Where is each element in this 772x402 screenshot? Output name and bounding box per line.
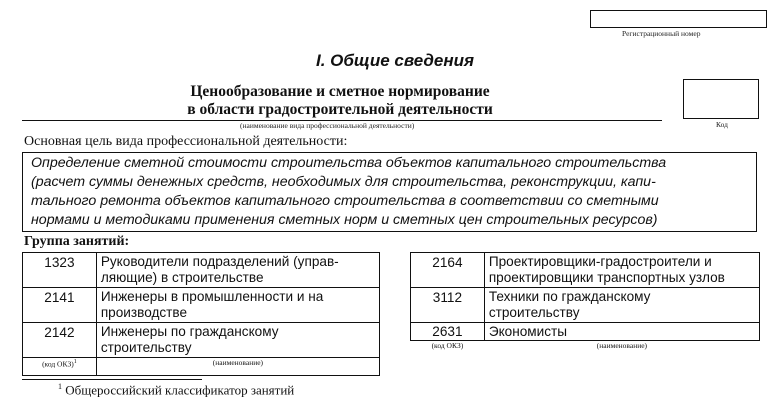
table-footer-row [411,341,760,353]
occupation-name: Инженеры в промышленности и на производстве [96,288,379,323]
registration-number-label: Регистрационный номер [622,29,701,38]
occupation-name-caption: (наименование) [96,358,379,376]
purpose-box [22,152,757,232]
activity-code-label: Код [716,120,728,129]
okz-code: 2141 [23,288,97,323]
occupation-name: Техники по гражданскому строительству [484,288,759,323]
okz-code: 2631 [411,323,485,341]
activity-code-box [683,79,759,119]
table-row [411,323,760,341]
table-row [411,253,760,288]
footnote-separator [22,379,202,380]
section-title: I. Общие сведения [316,51,474,70]
purpose-line: нормами и методиками применения сметных норм и сметных цен строительных ресурсов) [31,212,658,228]
table-row [23,253,380,288]
activity-area-title-line2: в области градостроительной деятельности [187,101,493,118]
occupation-name: Руководители подразделений (управ- ляющие) в строительстве [96,253,379,288]
occupation-name: Инженеры по гражданскому строительству [96,323,379,358]
activity-area-title-line1: Ценообразование и сметное нормирование [190,83,490,100]
occupation-name-caption: (наименование) [596,341,648,350]
purpose-line: тального ремонта объектов капитального строительства в соответствии со сметными [31,193,659,209]
table-footer-row [23,358,380,376]
footnote-mark: 1 [58,382,62,391]
okz-code-caption: (код ОКЗ)$^1$ [23,358,97,376]
purpose-line: (расчет суммы денежных средств, необходимых для строительства, реконструкции, капи- [31,174,656,190]
purpose-line: Определение сметной стоимости строительства объектов капитального строительства [31,155,667,171]
occupation-table-left [22,252,380,376]
occupation-name: Экономисты [484,323,759,341]
occupation-group-label: Группа занятий: [24,234,130,249]
footnote [58,382,294,398]
okz-code: 2142 [23,323,97,358]
registration-number-box [590,10,767,28]
okz-code: 2164 [411,253,485,288]
occupation-table-right [410,252,760,353]
okz-code: 3112 [411,288,485,323]
okz-code-caption: (код ОКЗ) [431,341,464,350]
occupation-name: Проектировщики-градостроители и проектировщики транспортных узлов [484,253,759,288]
table-row [23,288,380,323]
table-row [23,323,380,358]
table-row [411,288,760,323]
okz-code: 1323 [23,253,97,288]
activity-area-caption: (наименование вида профессиональной деятельности) [240,121,415,130]
footnote-text: Общероссийский классификатор занятий [65,382,295,398]
purpose-label: Основная цель вида профессиональной деятельности: [24,134,348,149]
